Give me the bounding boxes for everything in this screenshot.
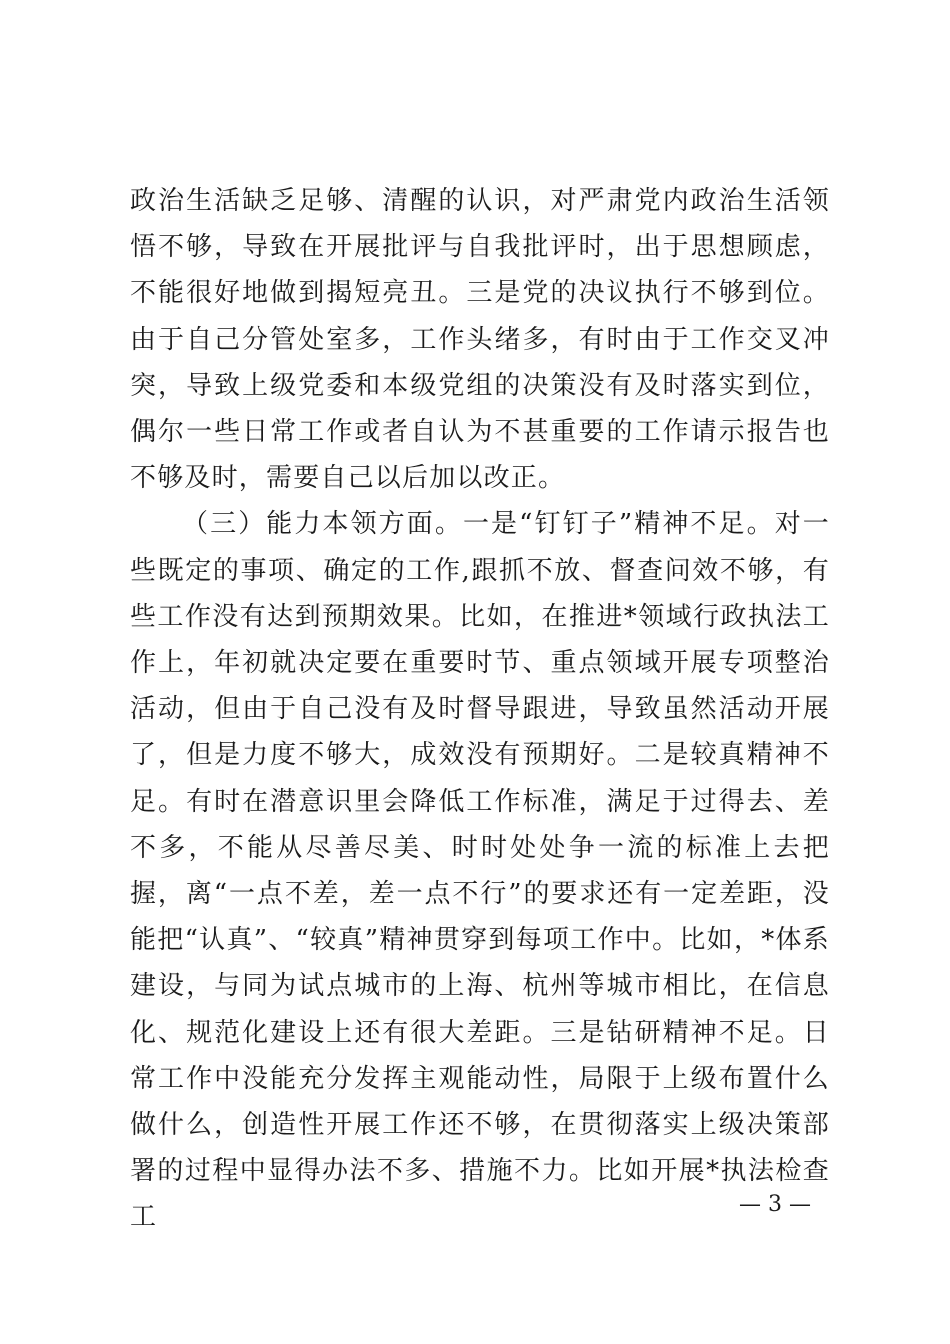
paragraph-continuation: 政治生活缺乏足够、清醒的认识，对严肃党内政治生活领悟不够，导致在开展批评与自我批评时，出于思想顾虑，不能很好地做到揭短亮丑。三是党的决议执行不够到位。由于自己分管处室多，工作头绪多，有时由于工作交叉冲突，导致上级党委和本级党组的决策没有及时落实到位，偶尔一些日常工作或者自认为不甚重要的工作请示报告也不够及时，需要自己以后加以改正。: [130, 186, 830, 494]
document-body: [130, 178, 830, 1241]
page-number: — 3 —: [739, 1192, 811, 1217]
paragraph-ability-section: （三）能力本领方面。一是“钉钉子”精神不足。对一些既定的事项、确定的工作,跟抓不放、督查问效不够，有些工作没有达到预期效果。比如，在推进*领域行政执法工作上，年初就决定要在重要时节、重点领域开展专项整治活动，但由于自己没有及时督导跟进，导致虽然活动开展了，但是力度不够大，成效没有预期好。二是较真精神不足。有时在潜意识里会降低工作标准，满足于过得去、差不多，不能从尽善尽美、时时处处争一流的标准上去把握，离“一点不差，差一点不行”的要求还有一定差距，没能把“认真”、“较真”精神贯穿到每项工作中。比如，*体系建设，与同为试点城市的上海、杭州等城市相比，在信息化、规范化建设上还有很大差距。三是钻研精神不足。日常工作中没能充分发挥主观能动性，局限于上级布置什么做什么，创造性开展工作还不够，在贯彻落实上级决策部署的过程中显得办法不多、措施不力。比如开展*执法检查工: [130, 509, 830, 1233]
